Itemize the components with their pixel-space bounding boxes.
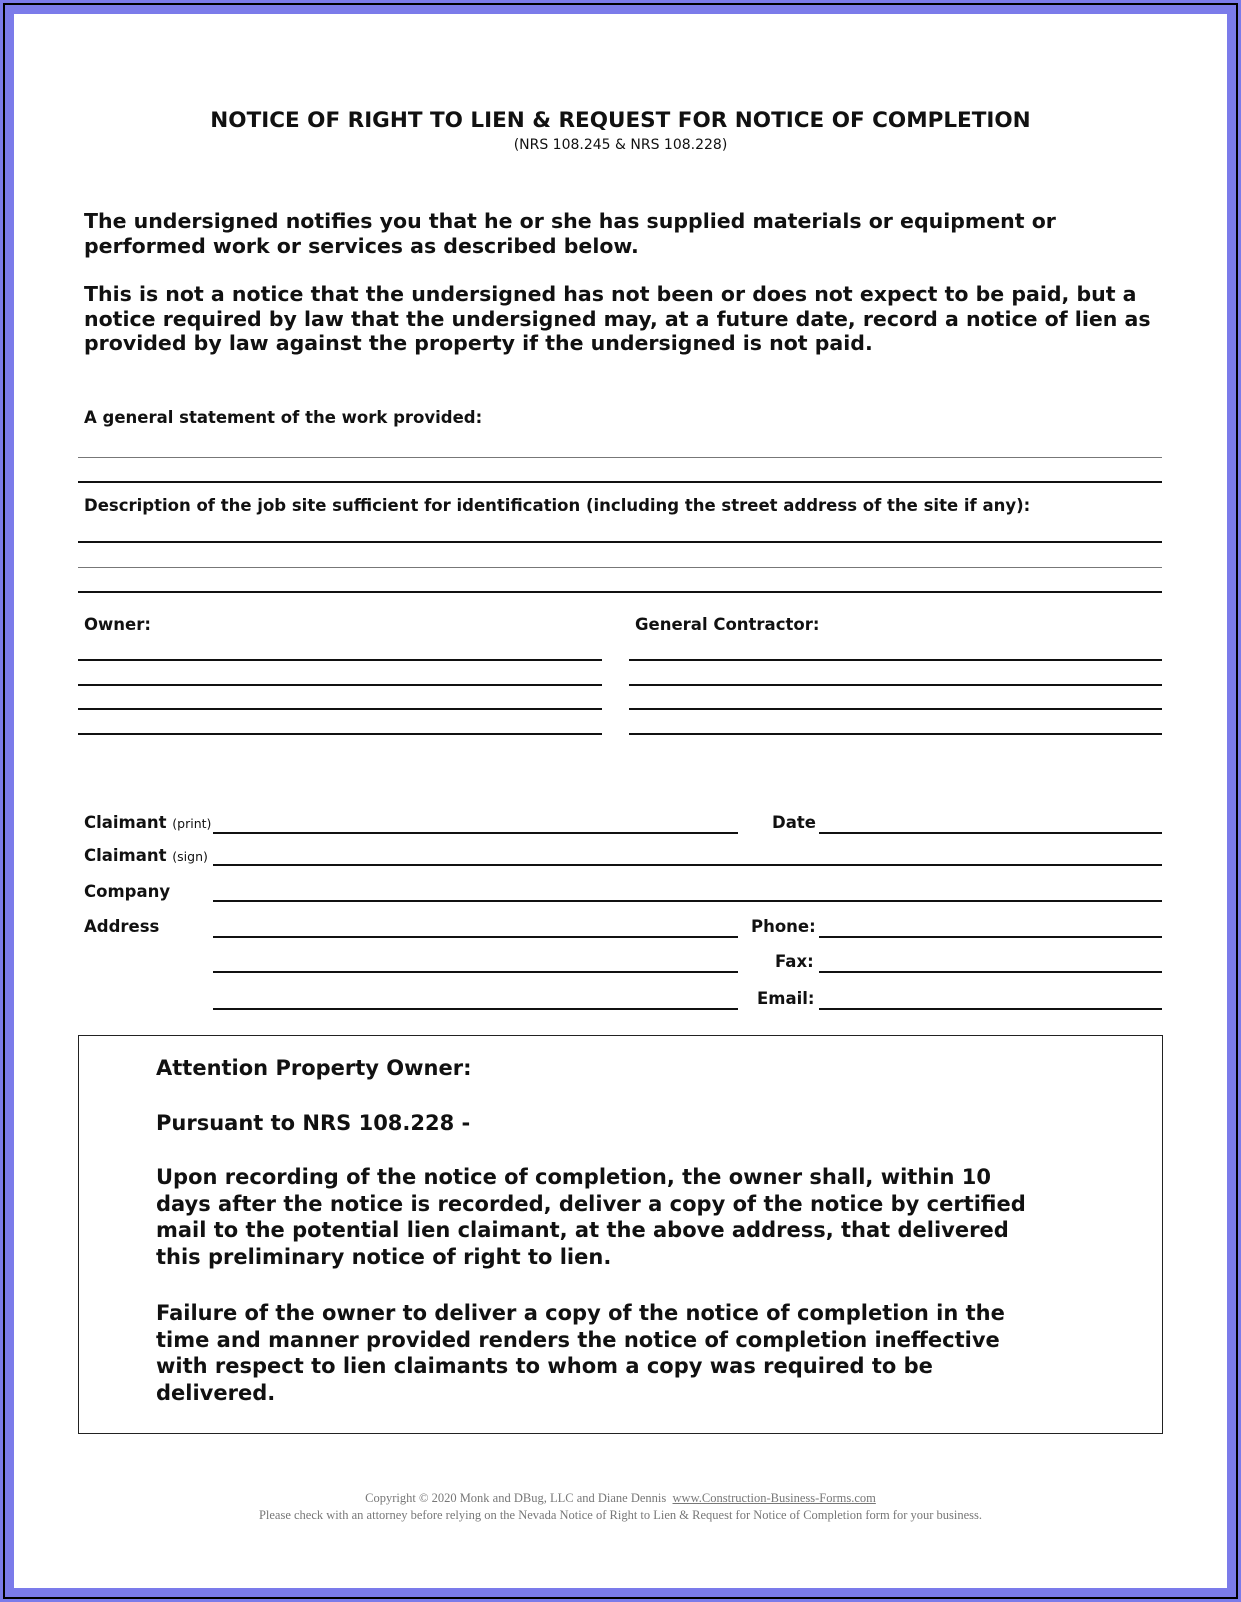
fax-line[interactable] <box>819 971 1162 973</box>
work-statement-label: A general statement of the work provided: <box>84 408 483 427</box>
claimant-sign-label <box>84 846 208 865</box>
notice-paragraph-1: Upon recording of the notice of completion, the owner shall, within 10 days after the notice is recorded, deliver a copy of the notice by certified mail to the potential lien claimant, at the above address, that delivered this preliminary notice of right to lien. <box>156 1165 1026 1270</box>
address-label: Address <box>84 917 160 936</box>
intro-paragraph-1: The undersigned notifies you that he or she has supplied materials or equipment or performed work or services as described below. <box>84 209 1056 258</box>
notice-statute: Pursuant to NRS 108.228 - <box>156 1111 471 1135</box>
job-site-label: Description of the job site sufficient for identification (including the street address of the site if any): <box>84 496 1031 515</box>
document-subtitle: (NRS 108.245 & NRS 108.228) <box>513 137 728 153</box>
claimant-print-label <box>84 813 211 832</box>
address-line[interactable] <box>213 936 738 938</box>
disclaimer: Please check with an attorney before relying on the Nevada Notice of Right to Lien & Request for Notice of Completion form for your business. <box>258 1508 983 1522</box>
copyright-text: Copyright © 2020 Monk and DBug, LLC and Diane Dennis <box>365 1491 667 1505</box>
email-line[interactable] <box>819 1008 1162 1010</box>
date-line[interactable] <box>819 832 1162 834</box>
owner-line[interactable] <box>78 659 602 661</box>
phone-line[interactable] <box>819 936 1162 938</box>
job-site-line[interactable] <box>78 567 1162 568</box>
job-site-line[interactable] <box>78 541 1162 543</box>
company-line[interactable] <box>213 900 1162 902</box>
notice-heading: Attention Property Owner: <box>156 1056 472 1080</box>
owner-label: Owner: <box>84 615 151 634</box>
notice-paragraph-2: Failure of the owner to deliver a copy of the notice of completion in the time and manner provided renders the notice of completion ineffective with respect to lien claimants to whom a copy was required to be delivered. <box>156 1301 1005 1406</box>
address-line[interactable] <box>213 971 738 973</box>
claimant-print-line[interactable] <box>213 832 738 834</box>
email-label: Email: <box>757 989 815 1008</box>
contractor-line[interactable] <box>629 733 1162 735</box>
phone-label: Phone: <box>751 917 816 936</box>
contractor-label: General Contractor: <box>635 615 820 634</box>
website-link[interactable]: www.Construction-Business-Forms.com <box>672 1491 876 1505</box>
date-label: Date <box>772 813 816 832</box>
contractor-line[interactable] <box>629 659 1162 661</box>
owner-line[interactable] <box>78 684 602 686</box>
owner-line[interactable] <box>78 708 602 710</box>
address-line[interactable] <box>213 1008 738 1010</box>
work-line[interactable] <box>78 457 1162 458</box>
claimant-text: Claimant <box>84 846 167 865</box>
document-title: NOTICE OF RIGHT TO LIEN & REQUEST FOR NOTICE OF COMPLETION <box>210 108 1031 133</box>
claimant-sign-line[interactable] <box>213 864 1162 866</box>
work-line[interactable] <box>78 481 1162 483</box>
print-hint: (print) <box>172 816 212 831</box>
company-label: Company <box>84 882 171 901</box>
claimant-text: Claimant <box>84 813 167 832</box>
contractor-line[interactable] <box>629 684 1162 686</box>
contractor-line[interactable] <box>629 708 1162 710</box>
copyright-line <box>0 1491 1241 1506</box>
owner-line[interactable] <box>78 733 602 735</box>
fax-label: Fax: <box>775 952 814 971</box>
sign-hint: (sign) <box>172 849 208 864</box>
intro-paragraph-2: This is not a notice that the undersigned has not been or does not expect to be paid, but a notice required by law that the undersigned may, at a future date, record a notice of lien as provided by law against the property if the undersigned is not paid. <box>84 282 1151 355</box>
job-site-line[interactable] <box>78 591 1162 593</box>
